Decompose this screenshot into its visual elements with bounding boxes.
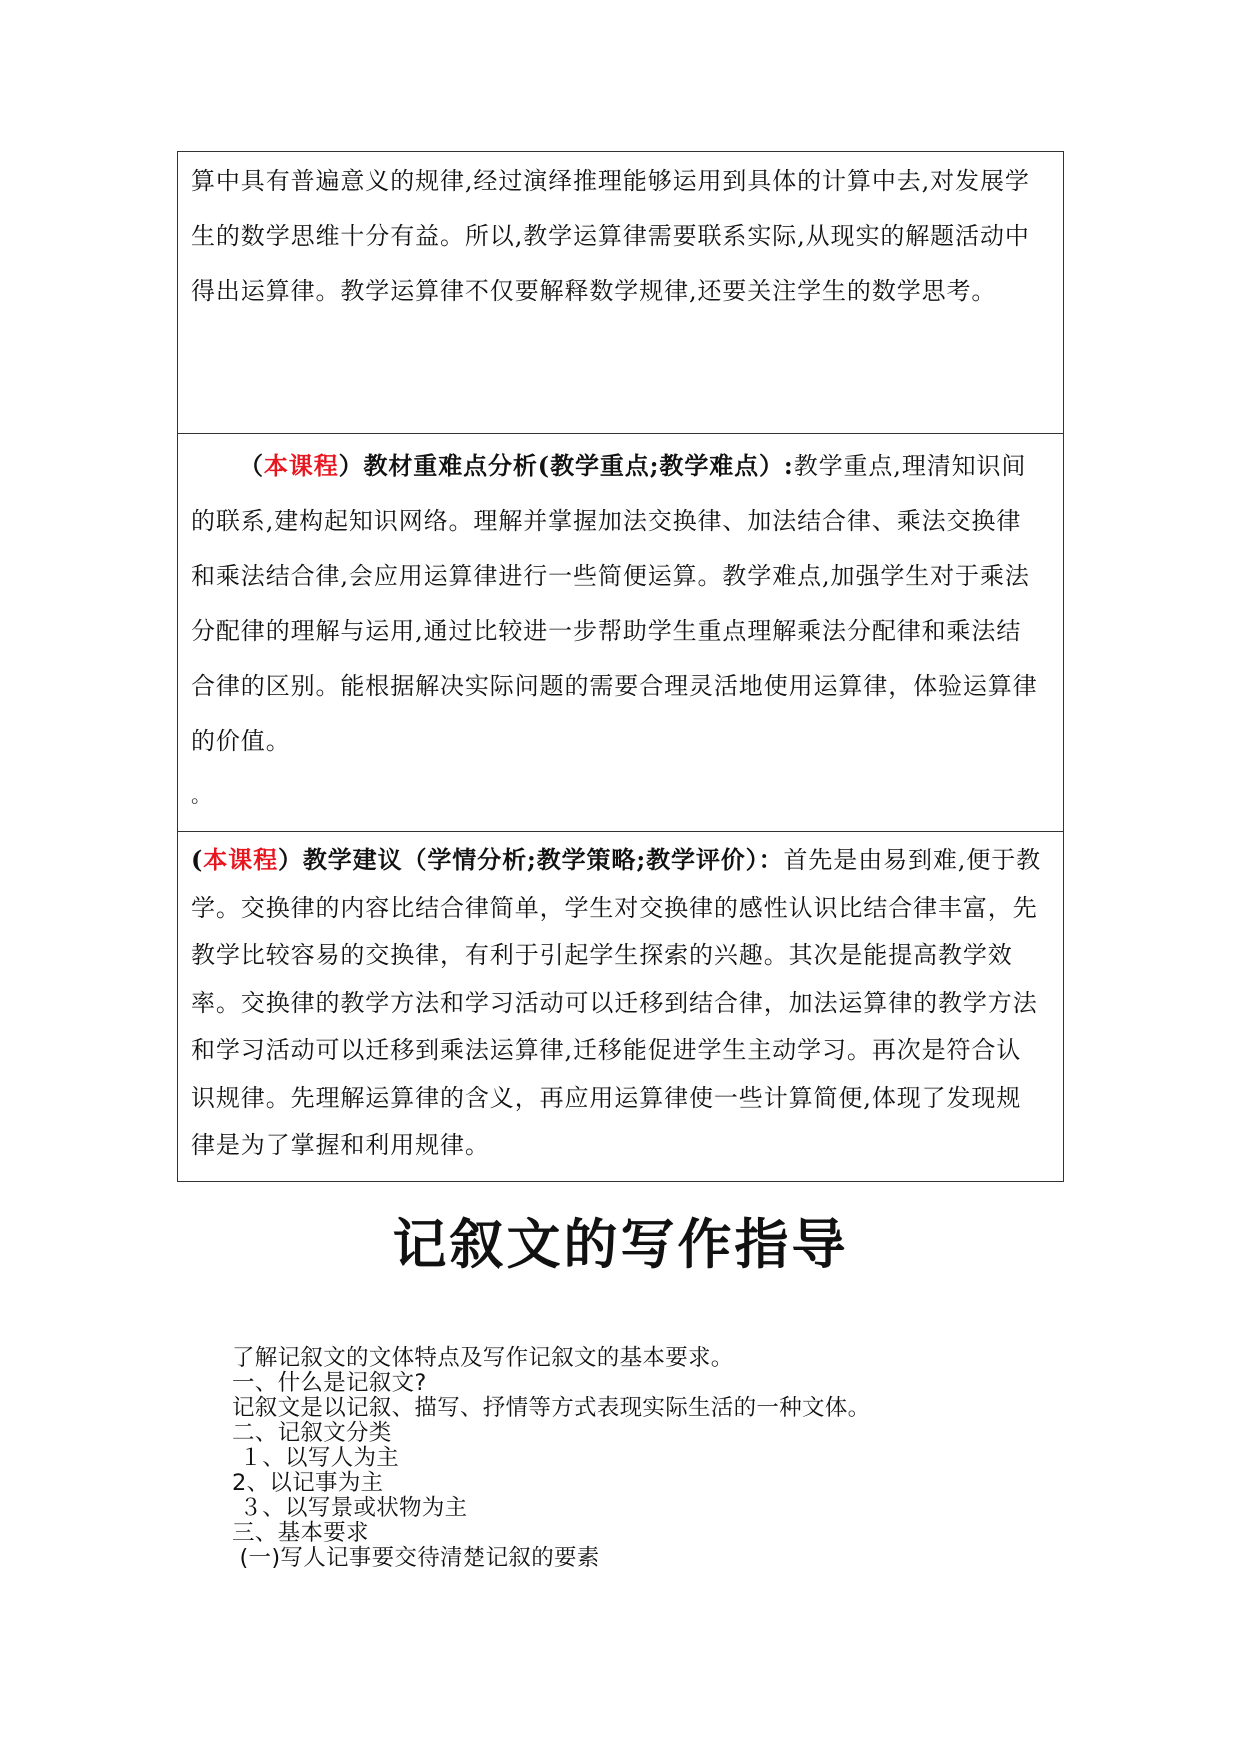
- section-body: 教学重点,理清知识间的联系,建构起知识网络。理解并掌握加法交换律、加法结合律、乘法交换律和乘法结合律,会应用运算律进行一些简便运算。教学难点,加强学生对于乘法分配律的理解与运用,通过比较进一步帮助学生重点理解乘法分配律和乘法结合律的区别。能根据解决实际问题的需要合理灵活地使用运算律，体验运算律的价值。: [191, 452, 1038, 755]
- paragraph-key-difficult-points: [191, 434, 1045, 769]
- paragraph-teaching-suggestions: [191, 832, 1045, 1170]
- table-row-teaching-suggestions: [178, 831, 1063, 1181]
- table-row-operation-laws: [178, 152, 1063, 433]
- outline-line: 三、基本要求: [232, 1520, 369, 1546]
- outline-line: １、以写人为主: [232, 1445, 400, 1471]
- paren-open: （: [239, 451, 264, 480]
- paragraph-operation-laws: 算中具有普遍意义的规律,经过演绎推理能够运用到具体的计算中去,对发展学生的数学思维十分有益。所以,教学运算律需要联系实际,从现实的解题活动中得出运算律。教学运算律不仅要解释数学规律,还要关注学生的数学思考。: [191, 167, 1030, 305]
- section-body: 首先是由易到难,便于教学。交换律的内容比结合律简单，学生对交换律的感性认识比结合律丰富，先教学比较容易的交换律，有利于引起学生探索的兴趣。其次是能提高教学效率。交换律的教学方法和学习活动可以迁移到结合律，加法运算律的教学方法和学习活动可以迁移到乘法运算律,迁移能促进学生主动学习。再次是符合认识规律。先理解运算律的含义，再应用运算律使一些计算简便,体现了发现规律是为了掌握和利用规律。: [191, 846, 1042, 1159]
- lesson-table: [177, 151, 1064, 1182]
- section-heading: ）教学建议（学情分析;教学策略;教学评价）：: [277, 845, 784, 874]
- outline-line: ３、以写景或状物为主: [232, 1495, 468, 1521]
- outline-line: (一)写人记事要交待清楚记叙的要素: [232, 1545, 600, 1571]
- table-row-key-difficult-points: [178, 433, 1063, 831]
- article-outline: [232, 1346, 870, 1571]
- outline-line: 一、什么是记叙文?: [232, 1370, 427, 1396]
- outline-line: 二、记叙文分类: [232, 1420, 392, 1446]
- outline-line: 了解记叙文的文体特点及写作记叙文的基本要求。: [232, 1345, 734, 1371]
- outline-line: 记叙文是以记叙、描写、抒情等方式表现实际生活的一种文体。: [232, 1395, 871, 1421]
- stray-period-mark: 。: [191, 783, 211, 807]
- course-tag: 本课程: [263, 451, 339, 480]
- course-tag: 本课程: [203, 845, 278, 874]
- outline-line: 2、以记事为主: [232, 1470, 384, 1496]
- paren-open: (: [191, 845, 204, 874]
- article-title: 记叙文的写作指导: [392, 1213, 849, 1276]
- section-heading: ）教材重难点分析(教学重点;教学难点）:: [338, 451, 794, 480]
